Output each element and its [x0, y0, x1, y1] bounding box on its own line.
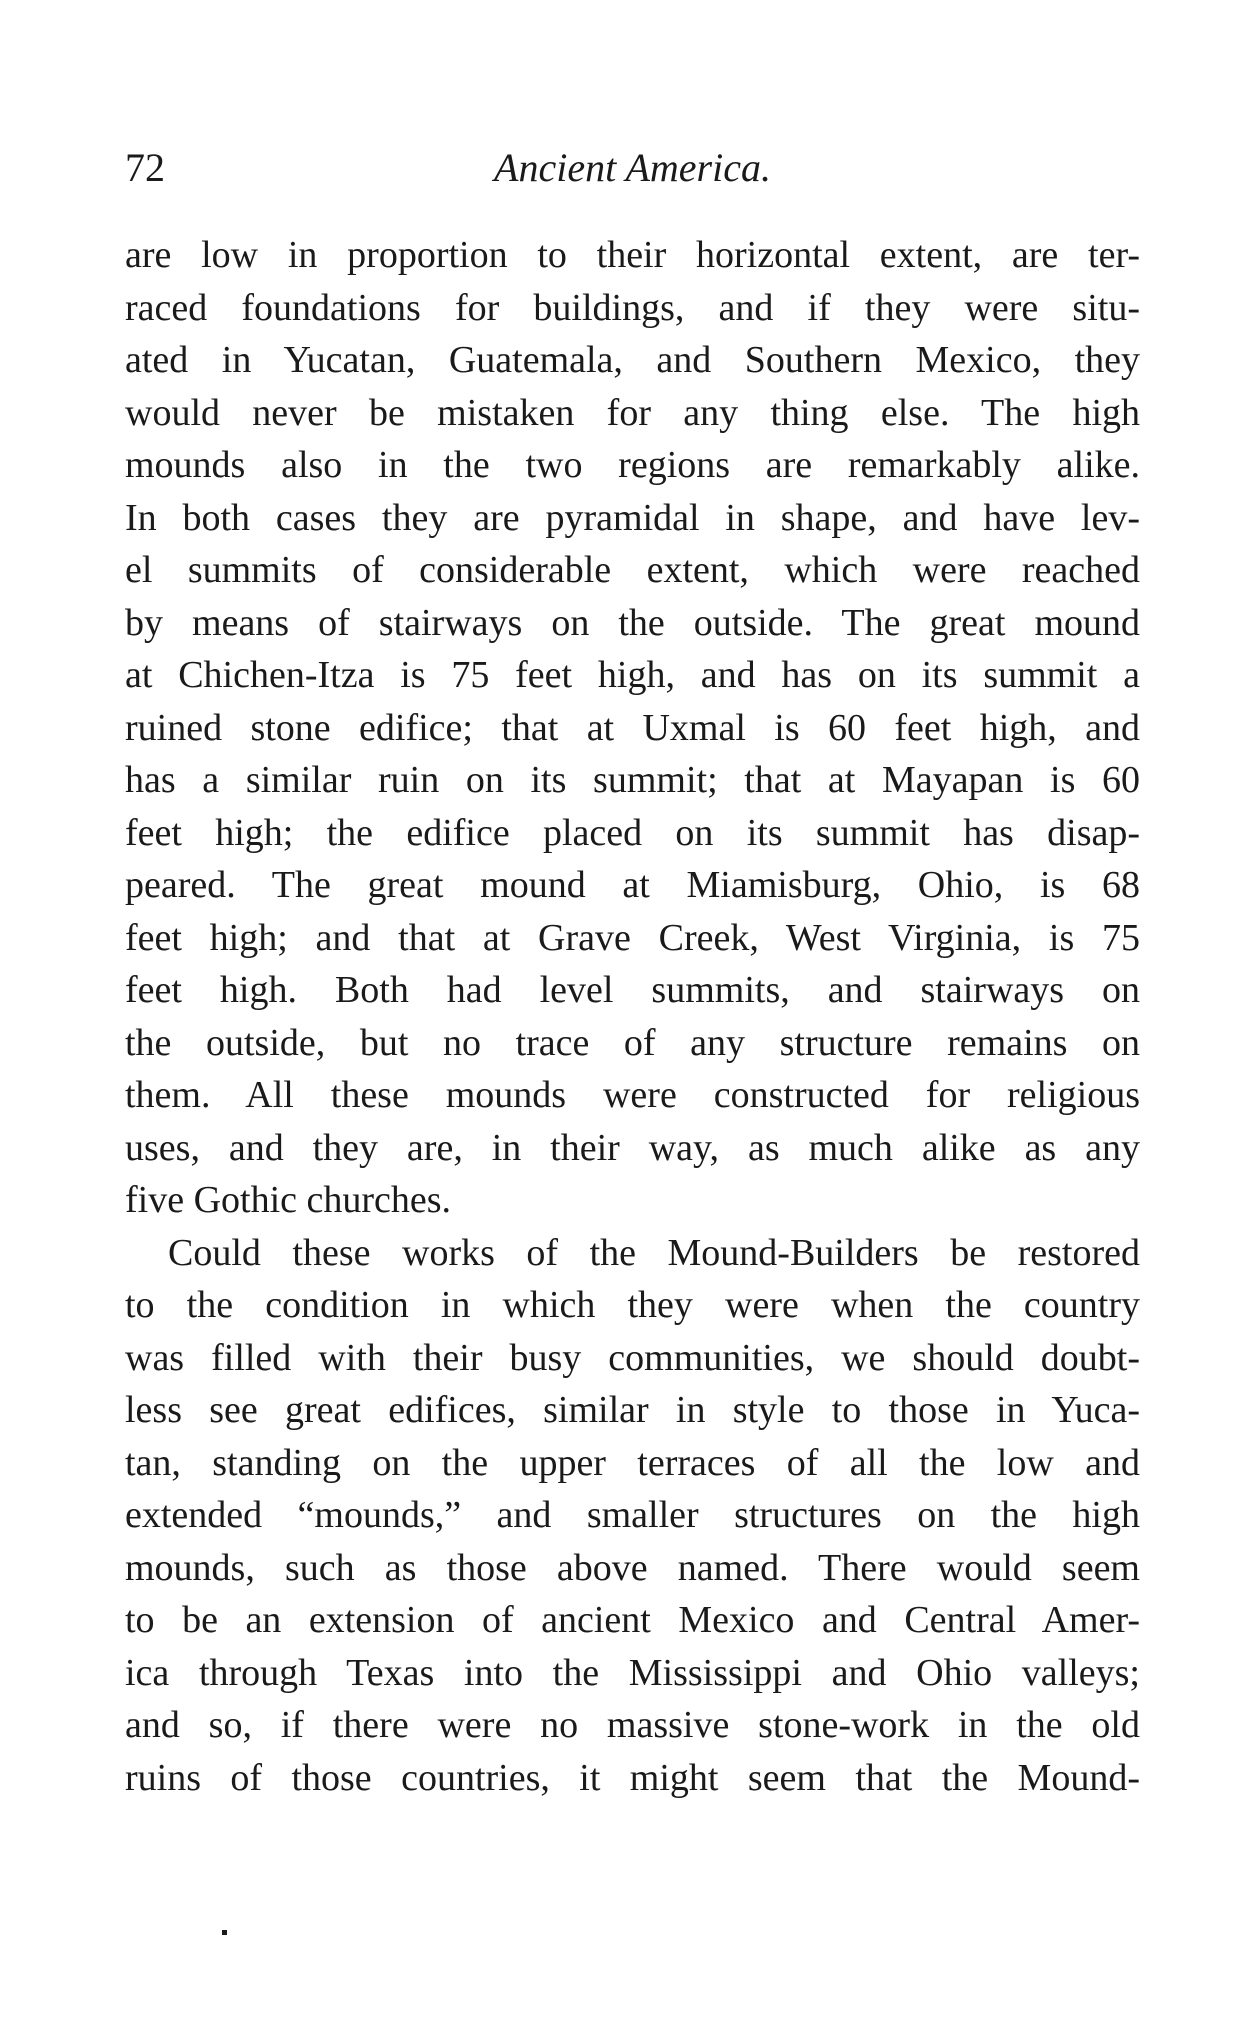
text-line: at Chichen-Itza is 75 feet high, and has on its summit a — [125, 654, 1140, 696]
text-line: to be an extension of ancient Mexico and Central Amer- — [125, 1599, 1140, 1641]
running-head — [125, 140, 1140, 196]
text-line: to the condition in which they were when the country — [125, 1284, 1140, 1326]
text-line: extended “mounds,” and smaller structures on the high — [125, 1494, 1140, 1536]
text-line: In both cases they are pyramidal in shape, and have lev- — [125, 496, 1140, 539]
text-line: feet high. Both had level summits, and stairways on — [125, 969, 1140, 1011]
print-speck — [222, 1930, 227, 1935]
paragraph-1 — [125, 229, 1140, 1227]
body-text — [125, 229, 1140, 1804]
text-line: less see great edifices, similar in style to those in Yuca- — [125, 1389, 1140, 1431]
text-line: el summits of considerable extent, which were reached — [125, 549, 1140, 591]
text-line: and so, if there were no massive stone-work in the old — [125, 1704, 1140, 1746]
text-line: peared. The great mound at Miamisburg, Ohio, is 68 — [125, 864, 1140, 906]
text-line: by means of stairways on the outside. The great mound — [125, 601, 1140, 644]
text-line: has a similar ruin on its summit; that at Mayapan is 60 — [125, 759, 1140, 801]
text-line: mounds also in the two regions are remarkably alike. — [125, 444, 1140, 486]
text-line: them. All these mounds were constructed for religious — [125, 1074, 1140, 1116]
text-line: five Gothic churches. — [125, 1179, 452, 1221]
running-title: Ancient America. — [494, 145, 771, 190]
text-line: uses, and they are, in their way, as much alike as any — [125, 1126, 1140, 1169]
text-line: feet high; and that at Grave Creek, West Virginia, is 75 — [125, 916, 1140, 959]
text-line: would never be mistaken for any thing else. The high — [125, 391, 1140, 434]
text-line: are low in proportion to their horizontal extent, are ter- — [125, 234, 1140, 276]
text-line: tan, standing on the upper terraces of all the low and — [125, 1441, 1140, 1484]
text-line: Could these works of the Mound-Builders be restored — [168, 1231, 1140, 1274]
text-line: was filled with their busy communities, we should doubt- — [125, 1336, 1140, 1379]
text-line: feet high; the edifice placed on its summit has disap- — [125, 811, 1140, 854]
text-line: ruined stone edifice; that at Uxmal is 60 feet high, and — [125, 706, 1140, 749]
text-line: the outside, but no trace of any structure remains on — [125, 1021, 1140, 1064]
page-number: 72 — [125, 145, 165, 190]
text-line: mounds, such as those above named. There would seem — [125, 1546, 1140, 1589]
text-line: ica through Texas into the Mississippi and Ohio valleys; — [125, 1651, 1140, 1694]
text-line: ruins of those countries, it might seem that the Mound- — [125, 1756, 1140, 1799]
paragraph-2 — [125, 1227, 1140, 1805]
text-line: ated in Yucatan, Guatemala, and Southern Mexico, they — [125, 339, 1140, 381]
text-line: raced foundations for buildings, and if they were situ- — [125, 286, 1140, 329]
